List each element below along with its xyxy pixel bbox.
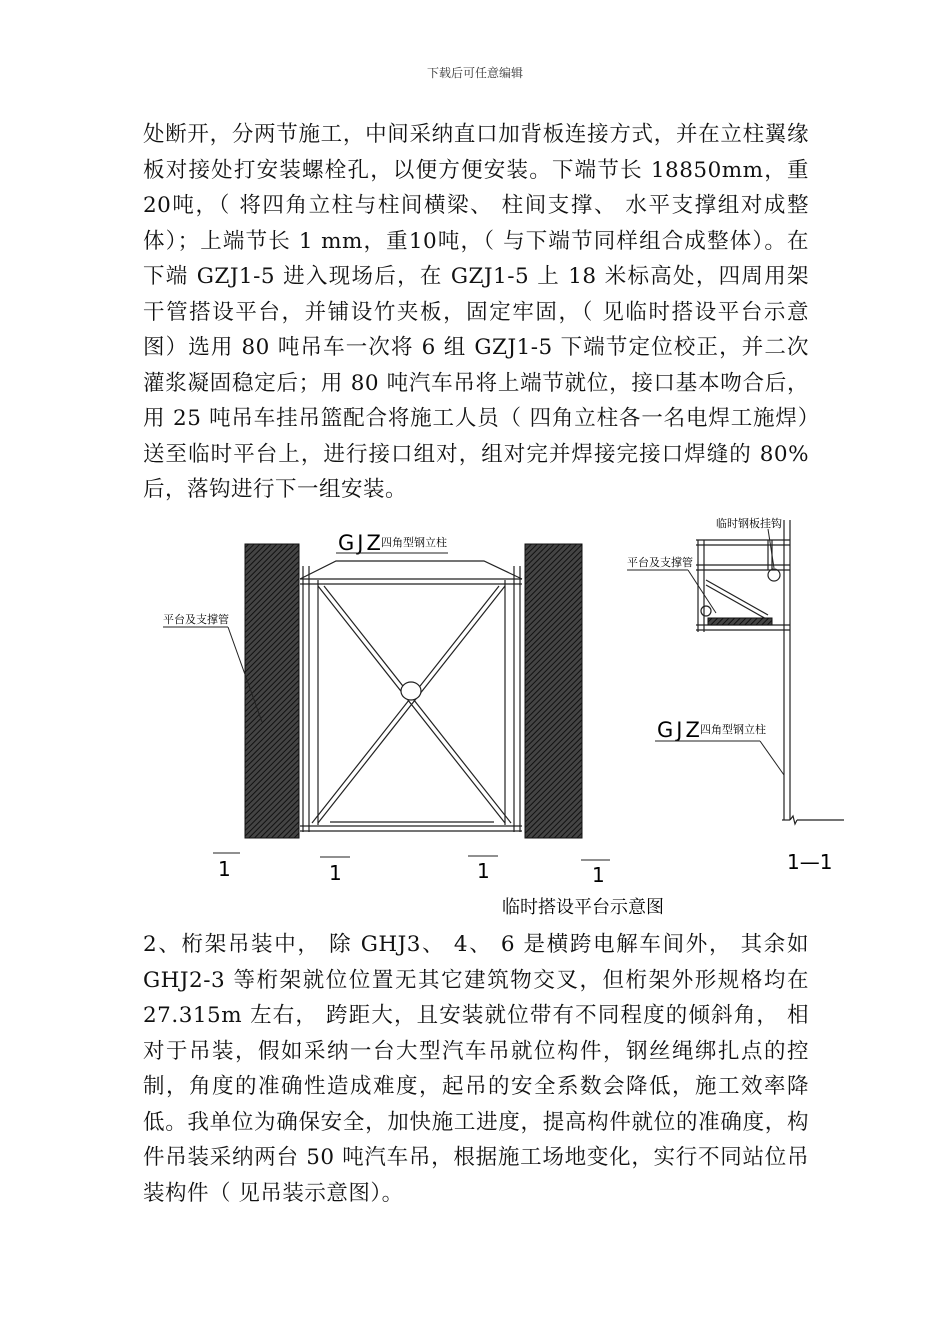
main-label-small: 四角型钢立柱 [381, 536, 447, 549]
paragraph-2: 2、桁架吊装中， 除 GHJ3、 4、 6 是横跨电解车间外， 其余如 GHJ2-3 等桁架就位位置无其它建筑物交叉，但桁架外形规格均在 27.315m 左右， 跨距大，且安装就位带有不同程度的倾斜角， 相对于吊装，假如采纳一台大型汽车吊就位构件，钢丝绳绑扎点的控制，角度的准确性造成难度，起吊的安全系数会降低，施工效率降低。我单位为确保安全，加快施工进度，提高构件就位的准确度，构件吊装采纳两台 50 吨汽车吊，根据施工场地变化，实行不同站位吊装构件（ 见吊装示意图）。 [143, 932, 809, 1206]
side-platform-leader [688, 570, 716, 613]
right-scaffold-block [525, 544, 582, 838]
left-column [303, 566, 318, 832]
side-label-leader [760, 741, 784, 775]
section-mark-4: 1 [592, 863, 605, 887]
figure-caption: 临时搭设平台示意图 [502, 897, 664, 918]
section-title: 1—1 [787, 850, 833, 874]
section-marks [213, 853, 610, 860]
side-section-view [696, 520, 844, 824]
page-header: 下载后可任意编辑 [426, 66, 523, 80]
left-scaffold-block [245, 544, 299, 838]
platform-label: 平台及支撑管 [163, 613, 229, 626]
side-platform-plank [708, 618, 772, 625]
side-platform-label: 平台及支撑管 [627, 556, 693, 569]
side-label-large: GJZ [657, 718, 703, 742]
section-mark-3: 1 [477, 859, 490, 883]
section-mark-1: 1 [218, 857, 231, 881]
cross-bracing [312, 586, 511, 823]
side-hook-label: 临时钢板挂钩 [716, 517, 782, 530]
paragraph-1: 处断开，分两节施工，中间采纳直口加背板连接方式，并在立柱翼缘板对接处打安装螺栓孔，以便方便安装。下端节长 18850mm，重 20吨，（ 将四角立柱与柱间横梁、 柱间支撑、 水平支撑组对成整体）；上端节长 1 mm，重10吨，（ 与下端节同样组合成整体）。在下端 GZJ1-5 进入现场后，在 GZJ1-5 上 18 米标高处，四周用架干管搭设平台，并铺设竹夹板，固定牢固，（ 见临时搭设平台示意图）选用 80 吨吊车一次将 6 组 GZJ1-5 下端节定位校正，并二次灌浆凝固稳定后；用 80 吨汽车吊将上端节就位，接口基本吻合后，用 25 吨吊车挂吊篮配合将施工人员（ 四角立柱各一名电焊工施焊）送至临时平台上，进行接口组对，组对完并焊接完接口焊缝的 80%后，落钩进行下一组安装。 [143, 122, 809, 502]
side-label-small: 四角型钢立柱 [700, 723, 766, 736]
bottom-beam [300, 822, 522, 831]
right-column [505, 566, 520, 832]
section-mark-2: 1 [329, 861, 342, 885]
top-beam [300, 561, 522, 584]
side-hook-leader [768, 529, 774, 568]
main-label-large: GJZ [338, 531, 384, 555]
